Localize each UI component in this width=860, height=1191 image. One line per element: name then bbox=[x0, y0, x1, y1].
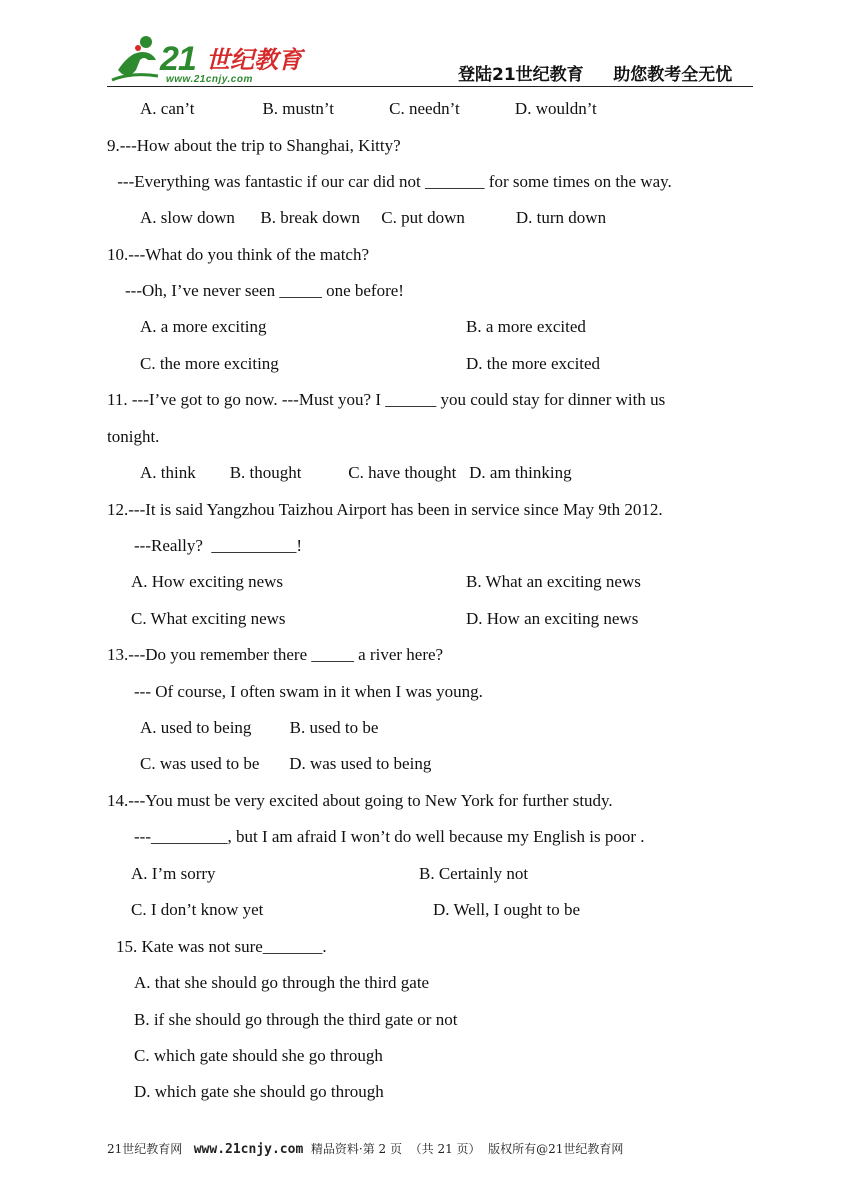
q14-response: ---_________, but I am afraid I won’t do well because my English is poor . bbox=[134, 827, 645, 846]
q10-question: 10.---What do you think of the match? bbox=[107, 245, 370, 264]
q10-response: ---Oh, I’ve never seen _____ one before! bbox=[125, 281, 404, 300]
q10-option-b: B. a more excited bbox=[466, 317, 586, 336]
q14-option-b: B. Certainly not bbox=[419, 864, 529, 883]
q14-option-c: C. I don’t know yet bbox=[131, 900, 264, 919]
q11-options: A. think B. thought C. have thought D. am thinking bbox=[140, 463, 572, 482]
q15-option-a: A. that she should go through the third gate bbox=[134, 973, 430, 992]
q12-option-b: B. What an exciting news bbox=[466, 572, 641, 591]
q9-options: A. slow down B. break down C. put down D. turn down bbox=[140, 208, 607, 227]
q13-options-cd: C. was used to be D. was used to being bbox=[140, 754, 432, 773]
q8-options: A. can’t B. mustn’t C. needn’t D. wouldn’t bbox=[140, 99, 597, 118]
q12-option-d: D. How an exciting news bbox=[466, 609, 639, 628]
site-logo bbox=[108, 30, 308, 86]
logo-chinese-name: 世纪教育 bbox=[206, 46, 302, 74]
q15-option-b: B. if she should go through the third gate or not bbox=[134, 1010, 458, 1029]
logo-number: 21 bbox=[160, 40, 196, 78]
footer-page-info: 精品资料·第 2 页 （共 21 页） 版权所有@21世纪教育网 bbox=[303, 1142, 624, 1156]
q9-response: ---Everything was fantastic if our car did not _______ for some times on the way. bbox=[113, 172, 672, 191]
footer-url-link[interactable]: www.21cnjy.com bbox=[193, 1142, 304, 1157]
logo-url: www.21cnjy.com bbox=[166, 74, 253, 85]
footer-site-name: 21世纪教育网 bbox=[107, 1142, 194, 1156]
q14-question: 14.---You must be very excited about going to New York for further study. bbox=[107, 791, 613, 810]
q15-option-d: D. which gate she should go through bbox=[134, 1082, 384, 1101]
q14-option-a: A. I’m sorry bbox=[131, 864, 216, 883]
runner-logo-icon bbox=[108, 30, 168, 86]
q12-question: 12.---It is said Yangzhou Taizhou Airport has been in service since May 9th 2012. bbox=[107, 500, 663, 519]
q13-response: --- Of course, I often swam in it when I was young. bbox=[134, 682, 483, 701]
q10-option-c: C. the more exciting bbox=[140, 354, 279, 373]
header-slogan: 登陆21世纪教育 助您教考全无忧 bbox=[458, 65, 733, 85]
q14-option-d: D. Well, I ought to be bbox=[433, 900, 581, 919]
q12-option-a: A. How exciting news bbox=[131, 572, 284, 591]
q11-question-cont: tonight. bbox=[107, 427, 160, 446]
q13-options-ab: A. used to being B. used to be bbox=[140, 718, 379, 737]
q12-response: ---Really? __________! bbox=[134, 536, 303, 555]
q10-option-a: A. a more exciting bbox=[140, 317, 267, 336]
header-divider bbox=[107, 86, 753, 87]
q13-question: 13.---Do you remember there _____ a river here? bbox=[107, 645, 444, 664]
q10-option-d: D. the more excited bbox=[466, 354, 601, 373]
q12-option-c: C. What exciting news bbox=[131, 609, 286, 628]
page-footer bbox=[107, 1140, 623, 1157]
q9-question: 9.---How about the trip to Shanghai, Kitty? bbox=[107, 136, 401, 155]
q11-question: 11. ---I’ve got to go now. ---Must you? I ______ you could stay for dinner with us bbox=[107, 390, 666, 409]
q15-option-c: C. which gate should she go through bbox=[134, 1046, 383, 1065]
q15-question: 15. Kate was not sure_______. bbox=[116, 937, 327, 956]
